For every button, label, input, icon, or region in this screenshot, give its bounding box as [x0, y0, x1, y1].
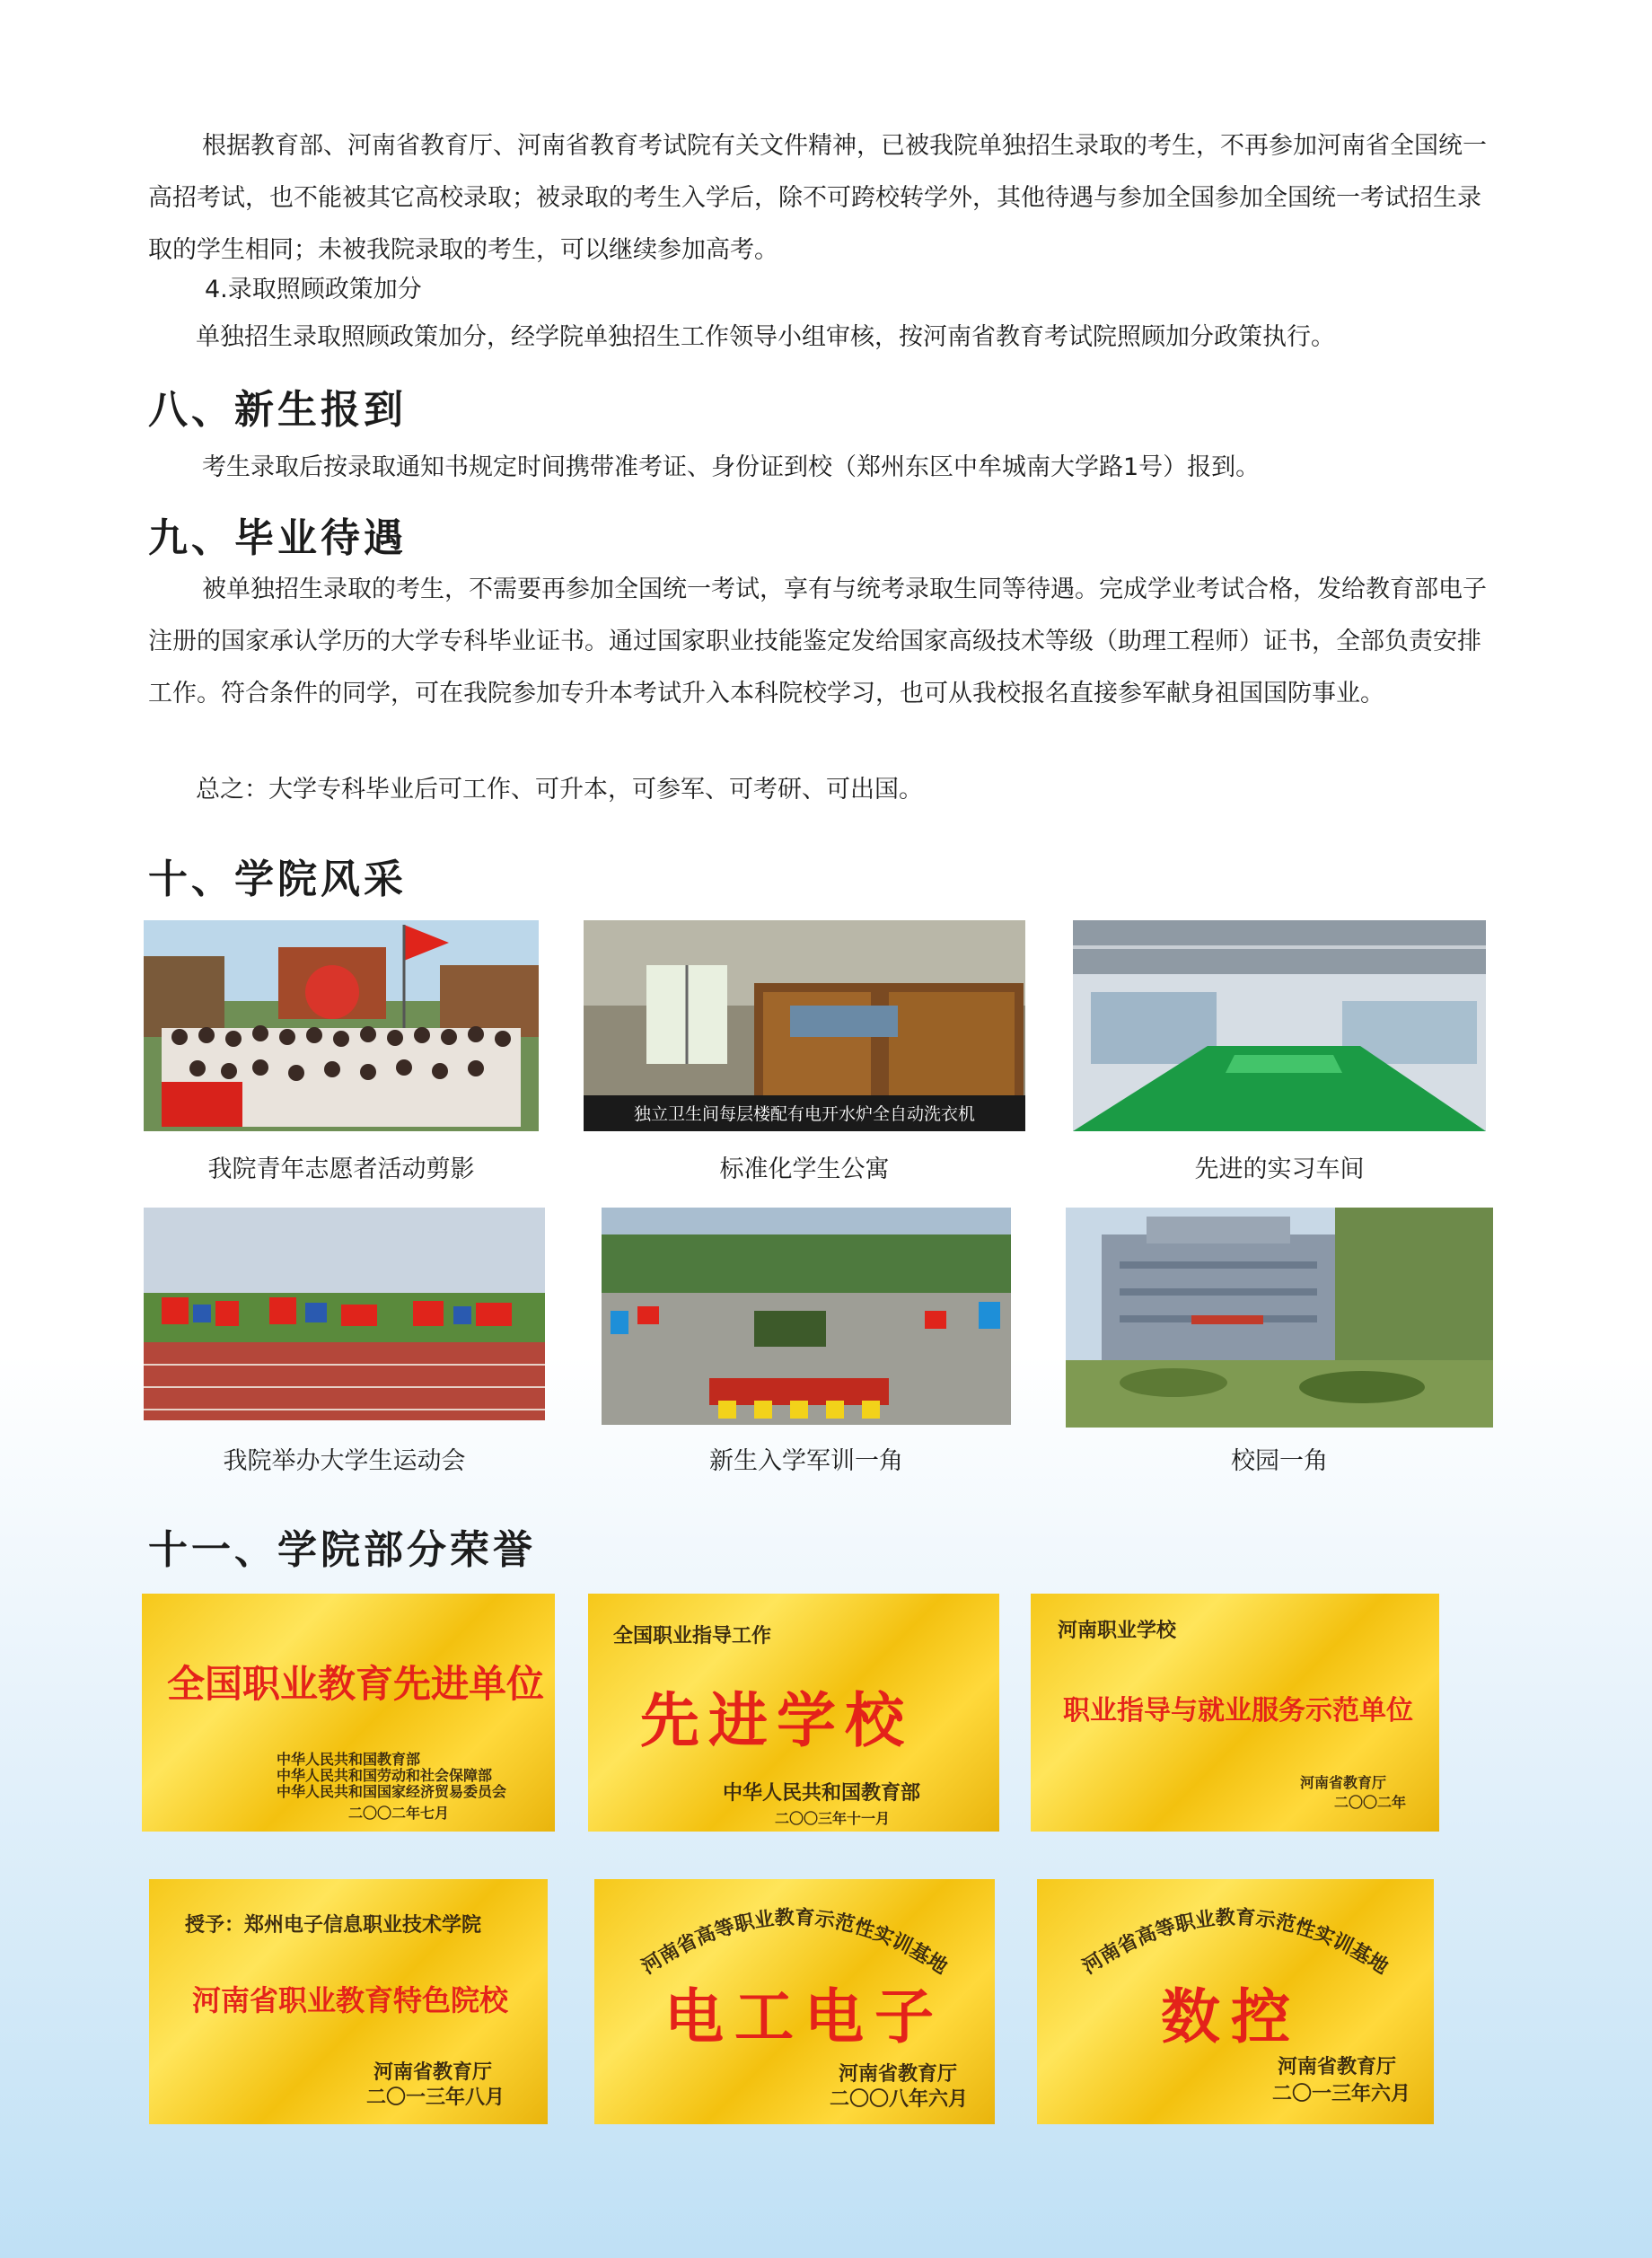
photo-caption: 标准化学生公寓	[719, 1155, 890, 1183]
plaque-title: 先进学校	[640, 1685, 913, 1755]
plaque-top-text: 全国职业指导工作	[613, 1624, 772, 1647]
honor-plaque	[1031, 1594, 1439, 1832]
dormitory-image	[584, 920, 1025, 1131]
photo-campus	[1066, 1208, 1493, 1428]
registration-text: 考生录取后按录取通知书规定时间携带准考证、身份证到校（郑州东区中牟城南大学路1号）报到。	[202, 453, 1261, 481]
plaque-title: 电工电子	[664, 1981, 945, 2052]
plaque-issuer: 中华人民共和国教育部	[723, 1781, 921, 1805]
subheading-policy-bonus: 4.录取照顾政策加分	[205, 276, 422, 303]
plaque-title: 数控	[1161, 1981, 1301, 2052]
plaque-date: 二〇〇二年	[1334, 1794, 1407, 1811]
plaque-top-text: 河南职业学校	[1058, 1619, 1177, 1642]
honor-plaque	[588, 1594, 999, 1832]
section-heading-honors: 十一、学院部分荣誉	[148, 1527, 536, 1573]
photo-military-training	[602, 1208, 1011, 1425]
plaque-date: 二〇〇三年十一月	[775, 1810, 891, 1827]
plaque-arc-text	[594, 1888, 995, 1978]
volunteers-image	[144, 920, 539, 1131]
honor-plaque	[149, 1879, 548, 2124]
graduation-text: 被单独招生录取的考生，不需要再参加全国统一考试，享有与统考录取生同等待遇。完成学业考试合格，发给教育部电子注册的国家承认学历的大学专科毕业证书。通过国家职业技能鉴定发给国家高级技术等级（助理工程师）证书，全部负责安排工作。符合条件的同学，可在我院参加专升本考试升入本科院校学习，也可从我校报名直接参军献身祖国国防事业。	[148, 575, 1487, 707]
plaque-issuer: 中华人民共和国劳动和社会保障部	[277, 1767, 493, 1784]
honor-plaque	[142, 1594, 555, 1832]
plaque-issuer: 河南省教育厅	[1278, 2055, 1397, 2078]
plaque-date: 二〇〇二年七月	[348, 1805, 450, 1822]
photo-sports-meet	[144, 1208, 545, 1420]
plaque-arc-text	[1037, 1888, 1434, 1978]
plaque-issuer: 河南省教育厅	[839, 2062, 958, 2086]
graduation-summary: 总之：大学专科毕业后可工作、可升本，可参军、可考研、可出国。	[196, 776, 923, 804]
campus-image	[1066, 1208, 1493, 1428]
plaque-date: 二〇一三年六月	[1272, 2082, 1411, 2105]
plaque-title: 职业指导与就业服务示范单位	[1063, 1695, 1413, 1726]
svg-text:河南省高等职业教育示范性实训基地	[637, 1906, 952, 1978]
section-heading-campus-style: 十、学院风采	[148, 857, 407, 902]
svg-text:河南省高等职业教育示范性实训基地	[1078, 1906, 1393, 1978]
plaque-title: 河南省职业教育特色院校	[192, 1983, 509, 2017]
honor-plaque	[1037, 1879, 1434, 2124]
photo-caption: 新生入学军训一角	[709, 1447, 903, 1475]
plaque-issuer: 中华人民共和国国家经济贸易委员会	[277, 1783, 507, 1800]
dormitory-overlay-text: 独立卫生间每层楼配有电开水炉全自动洗衣机	[633, 1104, 976, 1124]
military-training-image	[602, 1208, 1011, 1425]
plaque-issuer: 河南省教育厅	[373, 2060, 493, 2084]
plaque-issuer: 河南省教育厅	[1300, 1774, 1387, 1791]
photo-caption: 先进的实习车间	[1194, 1155, 1365, 1183]
section-heading-registration: 八、新生报到	[148, 387, 407, 433]
honor-plaque	[594, 1879, 995, 2124]
intro-paragraph-admission: 根据教育部、河南省教育厅、河南省教育考试院有关文件精神，已被我院单独招生录取的考生，不再参加河南省全国统一高招考试，也不能被其它高校录取；被录取的考生入学后，除不可跨校转学外，其他待遇与参加全国参加全国统一考试招生录取的学生相同；未被我院录取的考生，可以继续参加高考。	[148, 132, 1487, 264]
plaque-top-text: 河南省高等职业教育示范性实训基地	[1078, 1905, 1393, 1978]
plaque-top-text: 河南省高等职业教育示范性实训基地	[637, 1905, 952, 1978]
photo-caption: 我院青年志愿者活动剪影	[207, 1155, 475, 1183]
intro-paragraph-bonus: 单独招生录取照顾政策加分，经学院单独招生工作领导小组审核，按河南省教育考试院照顾加分政策执行。	[196, 323, 1335, 351]
plaque-date: 二〇〇八年六月	[830, 2087, 969, 2111]
plaque-top-text: 授予：郑州电子信息职业技术学院	[185, 1913, 482, 1937]
photo-dormitory	[584, 920, 1025, 1131]
plaque-title: 全国职业教育先进单位	[167, 1662, 545, 1706]
sports-meet-image	[144, 1208, 545, 1420]
section-heading-graduation: 九、毕业待遇	[148, 515, 407, 561]
plaque-issuer: 中华人民共和国教育部	[277, 1751, 421, 1768]
plaque-date: 二〇一三年八月	[366, 2086, 505, 2109]
photo-workshop	[1073, 920, 1486, 1131]
workshop-image	[1073, 920, 1486, 1131]
photo-caption: 校园一角	[1231, 1447, 1328, 1475]
photo-caption: 我院举办大学生运动会	[223, 1447, 466, 1475]
photo-volunteers	[144, 920, 539, 1131]
